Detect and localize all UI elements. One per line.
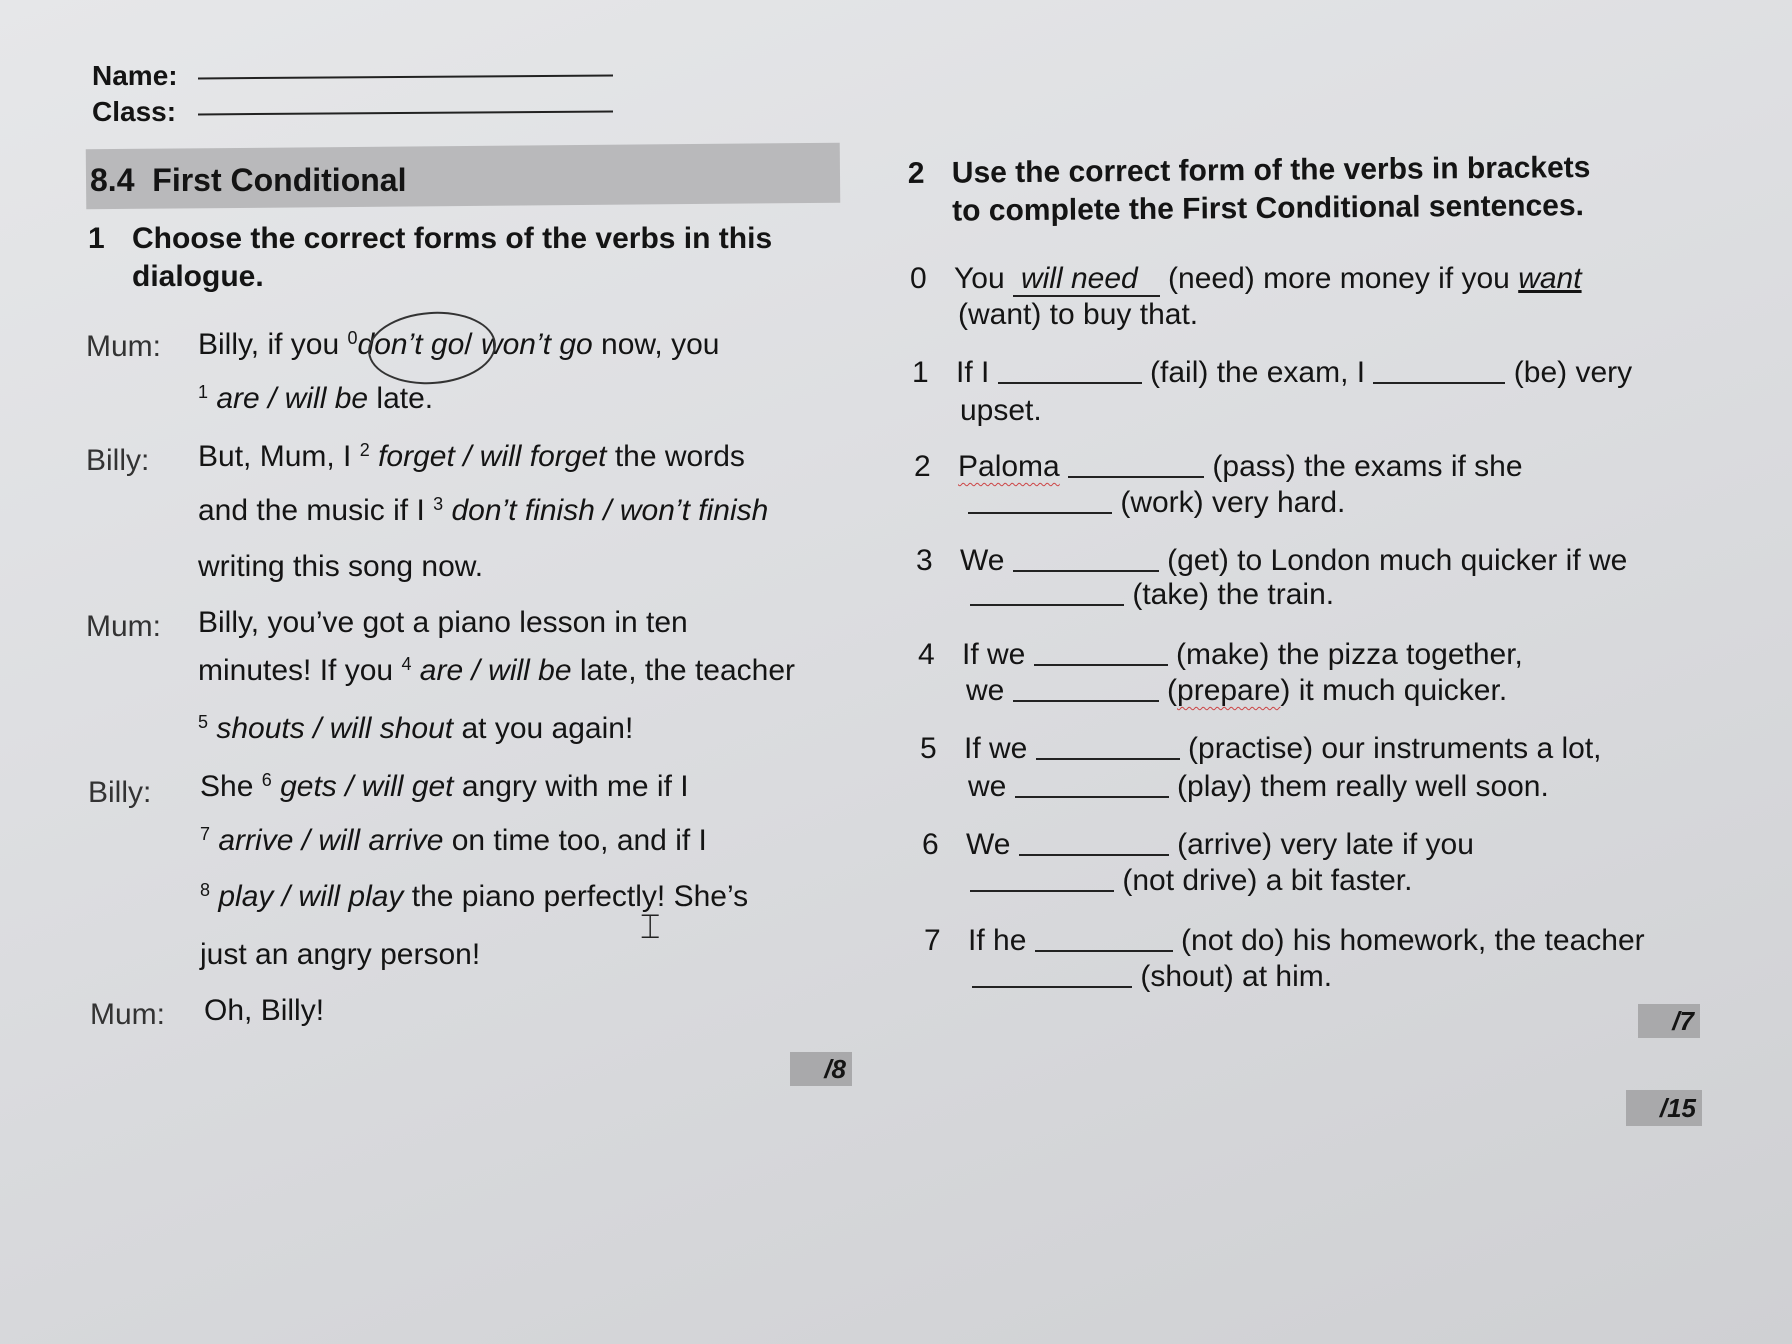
dialogue-line-9: She $^6$ gets / will get angry with me if I <box>200 770 689 803</box>
options-4[interactable]: don’t finish / won’t finish <box>451 494 769 527</box>
blank-6a[interactable] <box>1019 830 1169 856</box>
blank-7a[interactable] <box>1035 926 1173 952</box>
dialogue-line-7: minutes! If you $^4$ are / will be late, the teacher <box>198 654 796 687</box>
ex2-item-6: 6 We (arrive) very late if you <box>922 828 1474 861</box>
dialogue-line-4: and the music if I $^3$ don’t finish / won’t finish <box>198 494 769 527</box>
section-title <box>90 162 406 199</box>
blank-7b[interactable] <box>972 962 1132 988</box>
ex2-item-5: 5 If we (practise) our instruments a lot, <box>920 732 1602 765</box>
options-9[interactable]: play / will play <box>218 880 404 913</box>
text-cursor-icon: ⌶ <box>640 908 661 946</box>
dialogue-line-11: $^8$ play / will play the piano perfectly! She’s <box>200 880 749 913</box>
blank-1a[interactable] <box>998 358 1142 384</box>
dialogue-line-6: Billy, you’ve got a piano lesson in ten <box>198 606 688 639</box>
answer-circle <box>366 308 499 389</box>
option-wont-go[interactable]: won’t go <box>480 328 593 361</box>
ex2-item-2: 2 Paloma (pass) the exams if she <box>914 450 1523 483</box>
blank-5a[interactable] <box>1036 734 1180 760</box>
options-6[interactable]: shouts / will shout <box>216 712 454 745</box>
dialogue-line-2: $^1$ are / will be late. <box>198 382 434 415</box>
blank-4a[interactable] <box>1034 640 1168 666</box>
dialogue-line-13: Oh, Billy! <box>204 994 325 1027</box>
options-2[interactable]: are / will be <box>216 382 369 415</box>
ex2-item-6-line2: (not drive) a bit faster. <box>970 864 1412 898</box>
speaker-billy: Billy: <box>88 776 152 809</box>
blank-3a[interactable] <box>1013 546 1159 572</box>
ex2-item-0-line2: (want) to buy that. <box>958 298 1199 331</box>
name-line[interactable] <box>198 75 613 80</box>
options-3[interactable]: forget / will forget <box>378 440 607 473</box>
section-number: 8.4 <box>90 162 135 198</box>
blank-6b[interactable] <box>970 866 1114 892</box>
blank-3b[interactable] <box>970 580 1124 606</box>
ex2-item-5-line2: we (play) them really well soon. <box>968 770 1549 803</box>
ex1-number: 1 <box>88 222 105 255</box>
answer-want: want <box>1518 262 1582 295</box>
options-8[interactable]: arrive / will arrive <box>218 824 444 857</box>
section-title-text: First Conditional <box>152 162 407 198</box>
class-label: Class: <box>92 96 177 127</box>
ex2-item-2-line2: (work) very hard. <box>968 486 1345 520</box>
ex2-instruction <box>908 149 1591 231</box>
ex2-instruction-line2: to complete the First Conditional sentences. <box>952 189 1585 228</box>
ex2-number: 2 <box>907 156 925 190</box>
ex2-item-1: 1 If I (fail) the exam, I (be) very <box>912 356 1633 389</box>
ex2-item-7-line2: (shout) at him. <box>972 960 1332 994</box>
options-7[interactable]: gets / will get <box>280 770 454 803</box>
blank-4b[interactable] <box>1013 676 1159 702</box>
option-dont-go[interactable]: don’t go <box>357 328 465 361</box>
dialogue-line-5: writing this song now. <box>198 550 484 583</box>
ex2-item-4: 4 If we (make) the pizza together, <box>918 638 1523 671</box>
dialogue-line-1: Billy, if you $^0$don’t go/ won’t go now, you <box>198 328 720 361</box>
answer-will-need: will need <box>1020 262 1138 295</box>
ex1-instruction-line1: Choose the correct forms of the verbs in this <box>132 222 773 255</box>
class-line[interactable] <box>198 111 613 116</box>
dialogue-line-3: But, Mum, I $^2$ forget / will forget the words <box>198 440 745 473</box>
ex1-score-box: /8 <box>790 1052 852 1086</box>
ex2-item-3: 3 We (get) to London much quicker if we <box>916 544 1628 577</box>
ex2-item-0: 0 You will need (need) more money if you want <box>910 262 1582 295</box>
blank-5b[interactable] <box>1015 772 1169 798</box>
ex2-item-7: 7 If he (not do) his homework, the teacher <box>924 924 1645 957</box>
speaker-mum: Mum: <box>86 330 161 363</box>
ex2-score-box: /7 <box>1638 1004 1700 1038</box>
ex2-item-3-line2: (take) the train. <box>970 578 1334 612</box>
dialogue-line-8: $^5$ shouts / will shout at you again! <box>198 712 634 745</box>
speaker-mum: Mum: <box>86 610 161 643</box>
name-label: Name: <box>92 60 178 91</box>
ex2-item-4-line2: we (prepare) it much quicker. <box>966 674 1508 707</box>
dialogue-line-12: just an angry person! <box>200 938 481 971</box>
dialogue-line-10: $^7$ arrive / will arrive on time too, and if I <box>200 824 707 857</box>
blank-2b[interactable] <box>968 488 1112 514</box>
speaker-billy: Billy: <box>86 444 150 477</box>
ex1-instruction <box>88 220 772 296</box>
options-5[interactable]: are / will be <box>419 654 572 687</box>
ex1-instruction-line2: dialogue. <box>132 260 264 293</box>
total-score-box: /15 <box>1626 1090 1702 1126</box>
blank-1b[interactable] <box>1373 358 1505 384</box>
ex2-item-1-line2: upset. <box>960 394 1042 427</box>
speaker-mum: Mum: <box>90 998 165 1031</box>
ex2-instruction-line1: Use the correct form of the verbs in brackets <box>951 151 1591 190</box>
blank-2a[interactable] <box>1068 452 1204 478</box>
